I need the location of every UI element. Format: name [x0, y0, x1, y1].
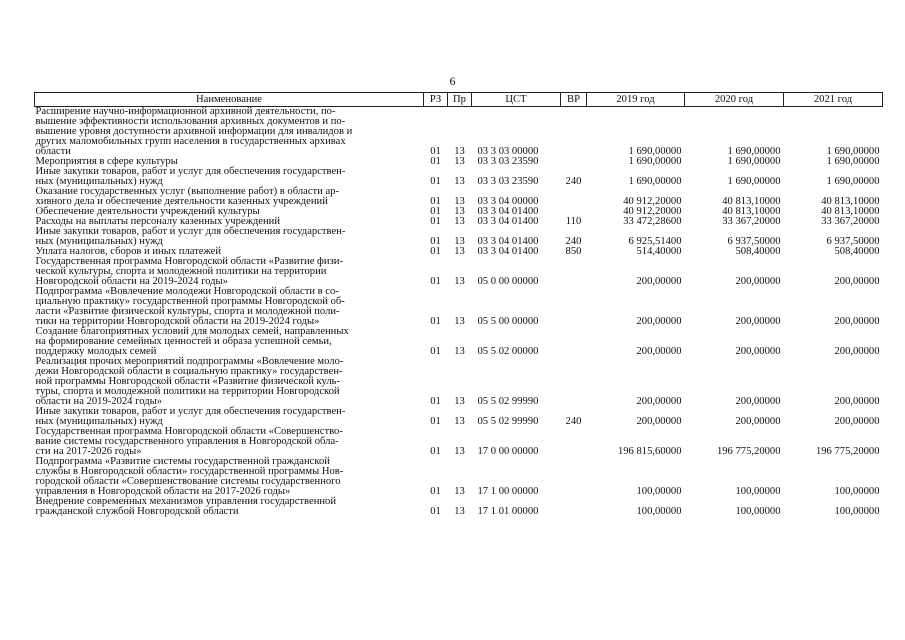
- row-name-cell: Оказание государственных услуг (выполнение работ) в области ар- хивного дела и обеспечение деятельности казенных учреждений: [35, 186, 339, 207]
- row-pr-cell: 13: [454, 236, 465, 247]
- row-rz-cell: 01: [430, 396, 441, 407]
- row-vr-cell: [561, 157, 587, 167]
- row-vr-cell: [561, 357, 587, 407]
- row-name-cell: Расширение научно-информационной архивной деятельности, по- вышение эффективности использования архивных документов и по- вышение уровня доступности архивной информации для инвалидов и других маломобильных групп населения в государственных архивах области: [35, 106, 353, 157]
- row-pr-cell: 13: [454, 446, 465, 457]
- row-cst-cell: 03 3 03 00000: [477, 146, 539, 157]
- row-cst-cell: 03 3 04 01400: [477, 206, 539, 217]
- header-vr: ВР: [561, 93, 587, 107]
- row-2020-cell: 1 690,00000: [727, 146, 781, 157]
- row-pr-cell: 13: [454, 396, 465, 407]
- row-2020-cell: 40 813,10000: [722, 196, 781, 207]
- row-2019-cell: 200,00000: [636, 316, 682, 327]
- row-pr-cell: 13: [454, 216, 465, 227]
- row-2019-cell: 100,00000: [636, 486, 682, 497]
- row-name-cell: Иные закупки товаров, работ и услуг для обеспечения государствен- ных (муниципальных) нужд: [35, 406, 346, 427]
- row-pr-cell: 13: [454, 486, 465, 497]
- row-2019-cell: 200,00000: [636, 396, 682, 407]
- row-2019-cell: 196 815,60000: [617, 446, 682, 457]
- row-pr-cell: 13: [454, 146, 465, 157]
- row-name-cell: Государственная программа Новгородской области «Развитие физи- ческой культуры, спорта и молодежной политики на территории Новгородской области на 2019-2024 годы»: [35, 256, 343, 287]
- page-number: 6: [449, 74, 456, 88]
- row-name-cell: Подпрограмма «Развитие системы государственной гражданской службы в Новгородской области» государственной программы Нов- городской области «Совершенствование системы государственного управления в Новгородской области на 2017-2026 годы»: [35, 456, 344, 497]
- row-2021-cell: 200,00000: [834, 396, 880, 407]
- row-rz-cell: 01: [430, 206, 441, 217]
- row-name-cell: Обеспечение деятельности учреждений культуры: [35, 206, 260, 217]
- row-2019-cell: 40 912,20000: [623, 196, 682, 207]
- table-row: [35, 167, 883, 187]
- row-cst-cell: 17 1 01 00000: [477, 506, 539, 517]
- row-cst-cell: 03 3 03 23590: [477, 176, 539, 187]
- table-row: [35, 457, 883, 497]
- row-2021-cell: 200,00000: [834, 416, 880, 427]
- row-vr-cell: [561, 287, 587, 327]
- row-vr-cell: 110: [565, 216, 582, 227]
- row-2021-cell: 1 690,00000: [826, 146, 880, 157]
- row-vr-cell: [561, 257, 587, 287]
- row-cst-cell: 05 0 00 00000: [477, 276, 539, 287]
- row-2020-cell: 200,00000: [735, 316, 781, 327]
- table-row: [35, 407, 883, 427]
- row-2021-cell: 1 690,00000: [826, 176, 880, 187]
- header-pr: Пр: [448, 93, 472, 107]
- row-name-cell: Внедрение современных механизмов управления государственной гражданской службой Новгородской области: [35, 496, 337, 517]
- row-2019-cell: 33 472,28600: [623, 216, 682, 227]
- row-2020-cell: 100,00000: [735, 506, 781, 517]
- row-vr-cell: [561, 497, 587, 517]
- row-2021-cell: 200,00000: [834, 276, 880, 287]
- row-pr-cell: 13: [454, 176, 465, 187]
- table-row: [35, 327, 883, 357]
- row-rz-cell: 01: [430, 486, 441, 497]
- table-row: [35, 357, 883, 407]
- header-2021: 2021 год: [784, 93, 883, 107]
- row-2019-cell: 100,00000: [636, 506, 682, 517]
- row-name-cell: Реализация прочих мероприятий подпрограммы «Вовлечение моло- дежи Новгородской области в социальную практику» государствен- ной программы Новгородской области «Развитие физической куль- туры, спорта и молодежной политики на территории Новгородской области на 2019-2024 годы»: [35, 356, 344, 407]
- row-cst-cell: 03 3 04 01400: [477, 246, 539, 257]
- row-pr-cell: 13: [454, 246, 465, 257]
- row-cst-cell: 17 1 00 00000: [477, 486, 539, 497]
- row-cst-cell: 03 3 04 01400: [477, 216, 539, 227]
- row-vr-cell: [561, 187, 587, 207]
- row-vr-cell: 850: [565, 246, 582, 257]
- row-2019-cell: 1 690,00000: [628, 156, 682, 167]
- row-rz-cell: 01: [430, 446, 441, 457]
- row-2021-cell: 508,40000: [834, 246, 880, 257]
- row-2019-cell: 200,00000: [636, 346, 682, 357]
- table-row: [35, 187, 883, 207]
- row-name-cell: Расходы на выплаты персоналу казенных учреждений: [35, 216, 280, 227]
- row-name-cell: Иные закупки товаров, работ и услуг для обеспечения государствен- ных (муниципальных) нужд: [35, 166, 346, 187]
- row-vr-cell: [561, 427, 587, 457]
- row-2020-cell: 200,00000: [735, 416, 781, 427]
- row-2020-cell: 200,00000: [735, 396, 781, 407]
- row-2021-cell: 100,00000: [834, 486, 880, 497]
- row-2020-cell: 1 690,00000: [727, 176, 781, 187]
- row-pr-cell: 13: [454, 316, 465, 327]
- row-2019-cell: 1 690,00000: [628, 146, 682, 157]
- row-pr-cell: 13: [454, 196, 465, 207]
- row-2021-cell: 200,00000: [834, 316, 880, 327]
- row-2020-cell: 1 690,00000: [727, 156, 781, 167]
- row-rz-cell: 01: [430, 196, 441, 207]
- row-cst-cell: 05 5 00 00000: [477, 316, 539, 327]
- row-name-cell: Иные закупки товаров, работ и услуг для обеспечения государствен- ных (муниципальных) нужд: [35, 226, 346, 247]
- row-cst-cell: 03 3 03 23590: [477, 156, 539, 167]
- budget-table: [34, 92, 883, 517]
- row-2019-cell: 200,00000: [636, 276, 682, 287]
- row-rz-cell: 01: [430, 236, 441, 247]
- row-2021-cell: 40 813,10000: [821, 196, 880, 207]
- row-vr-cell: 240: [565, 236, 582, 247]
- row-2021-cell: 200,00000: [834, 346, 880, 357]
- table-row: [35, 107, 883, 158]
- row-vr-cell: 240: [565, 176, 582, 187]
- row-rz-cell: 01: [430, 156, 441, 167]
- row-cst-cell: 03 3 04 00000: [477, 196, 539, 207]
- row-rz-cell: 01: [430, 346, 441, 357]
- row-2021-cell: 196 775,20000: [815, 446, 880, 457]
- header-2020: 2020 год: [685, 93, 784, 107]
- row-pr-cell: 13: [454, 346, 465, 357]
- row-rz-cell: 01: [430, 246, 441, 257]
- row-2021-cell: 33 367,20000: [821, 216, 880, 227]
- row-2021-cell: 100,00000: [834, 506, 880, 517]
- row-name-cell: Уплата налогов, сборов и иных платежей: [35, 246, 222, 257]
- row-name-cell: Государственная программа Новгородской области «Совершенство- вание системы государственного управления в Новгородской обла- сти на 2017-2026 годы»: [35, 426, 343, 457]
- row-name-cell: Подпрограмма «Вовлечение молодежи Новгородской области в со- циальную практику» государственной программы Новгородской об- ласти «Развитие физической культуры, спорта и молодежной поли- тики на территории Новгородской области на 2019-2024 годы»: [35, 286, 345, 327]
- row-name-cell: Мероприятия в сфере культуры: [35, 156, 178, 167]
- row-cst-cell: 03 3 04 01400: [477, 236, 539, 247]
- row-pr-cell: 13: [454, 276, 465, 287]
- row-vr-cell: 240: [565, 416, 582, 427]
- row-2020-cell: 100,00000: [735, 486, 781, 497]
- row-2020-cell: 508,40000: [735, 246, 781, 257]
- row-2021-cell: 40 813,10000: [821, 206, 880, 217]
- row-rz-cell: 01: [430, 146, 441, 157]
- row-cst-cell: 05 5 02 99990: [477, 416, 539, 427]
- row-2020-cell: 200,00000: [735, 276, 781, 287]
- row-vr-cell: [561, 457, 587, 497]
- row-vr-cell: [561, 107, 587, 158]
- row-2020-cell: 6 937,50000: [727, 236, 781, 247]
- row-cst-cell: 05 5 02 99990: [477, 396, 539, 407]
- row-2020-cell: 40 813,10000: [722, 206, 781, 217]
- table-row: [35, 497, 883, 517]
- row-pr-cell: 13: [454, 416, 465, 427]
- header-2019: 2019 год: [587, 93, 685, 107]
- row-2019-cell: 40 912,20000: [623, 206, 682, 217]
- row-pr-cell: 13: [454, 506, 465, 517]
- row-rz-cell: 01: [430, 176, 441, 187]
- row-cst-cell: 05 5 02 00000: [477, 346, 539, 357]
- row-vr-cell: [561, 327, 587, 357]
- row-2019-cell: 6 925,51400: [628, 236, 682, 247]
- table-row: [35, 287, 883, 327]
- row-2019-cell: 1 690,00000: [628, 176, 682, 187]
- header-name: Наименование: [35, 93, 424, 107]
- row-rz-cell: 01: [430, 276, 441, 287]
- row-pr-cell: 13: [454, 156, 465, 167]
- row-2020-cell: 196 775,20000: [716, 446, 781, 457]
- header-cst: ЦСТ: [472, 93, 561, 107]
- table-row: [35, 257, 883, 287]
- table-row: [35, 427, 883, 457]
- row-2019-cell: 200,00000: [636, 416, 682, 427]
- row-rz-cell: 01: [430, 216, 441, 227]
- row-name-cell: Создание благоприятных условий для молодых семей, направленных на формирование семейных ценностей и образа успешной семьи, поддержку молодых семей: [35, 326, 349, 357]
- table-header-row: [35, 93, 883, 107]
- row-2021-cell: 6 937,50000: [826, 236, 880, 247]
- row-2019-cell: 514,40000: [636, 246, 682, 257]
- row-rz-cell: 01: [430, 316, 441, 327]
- row-rz-cell: 01: [430, 416, 441, 427]
- row-2020-cell: 33 367,20000: [722, 216, 781, 227]
- row-2020-cell: 200,00000: [735, 346, 781, 357]
- table-row: [35, 227, 883, 247]
- row-pr-cell: 13: [454, 206, 465, 217]
- row-cst-cell: 17 0 00 00000: [477, 446, 539, 457]
- header-rz: РЗ: [424, 93, 448, 107]
- row-rz-cell: 01: [430, 506, 441, 517]
- row-2021-cell: 1 690,00000: [826, 156, 880, 167]
